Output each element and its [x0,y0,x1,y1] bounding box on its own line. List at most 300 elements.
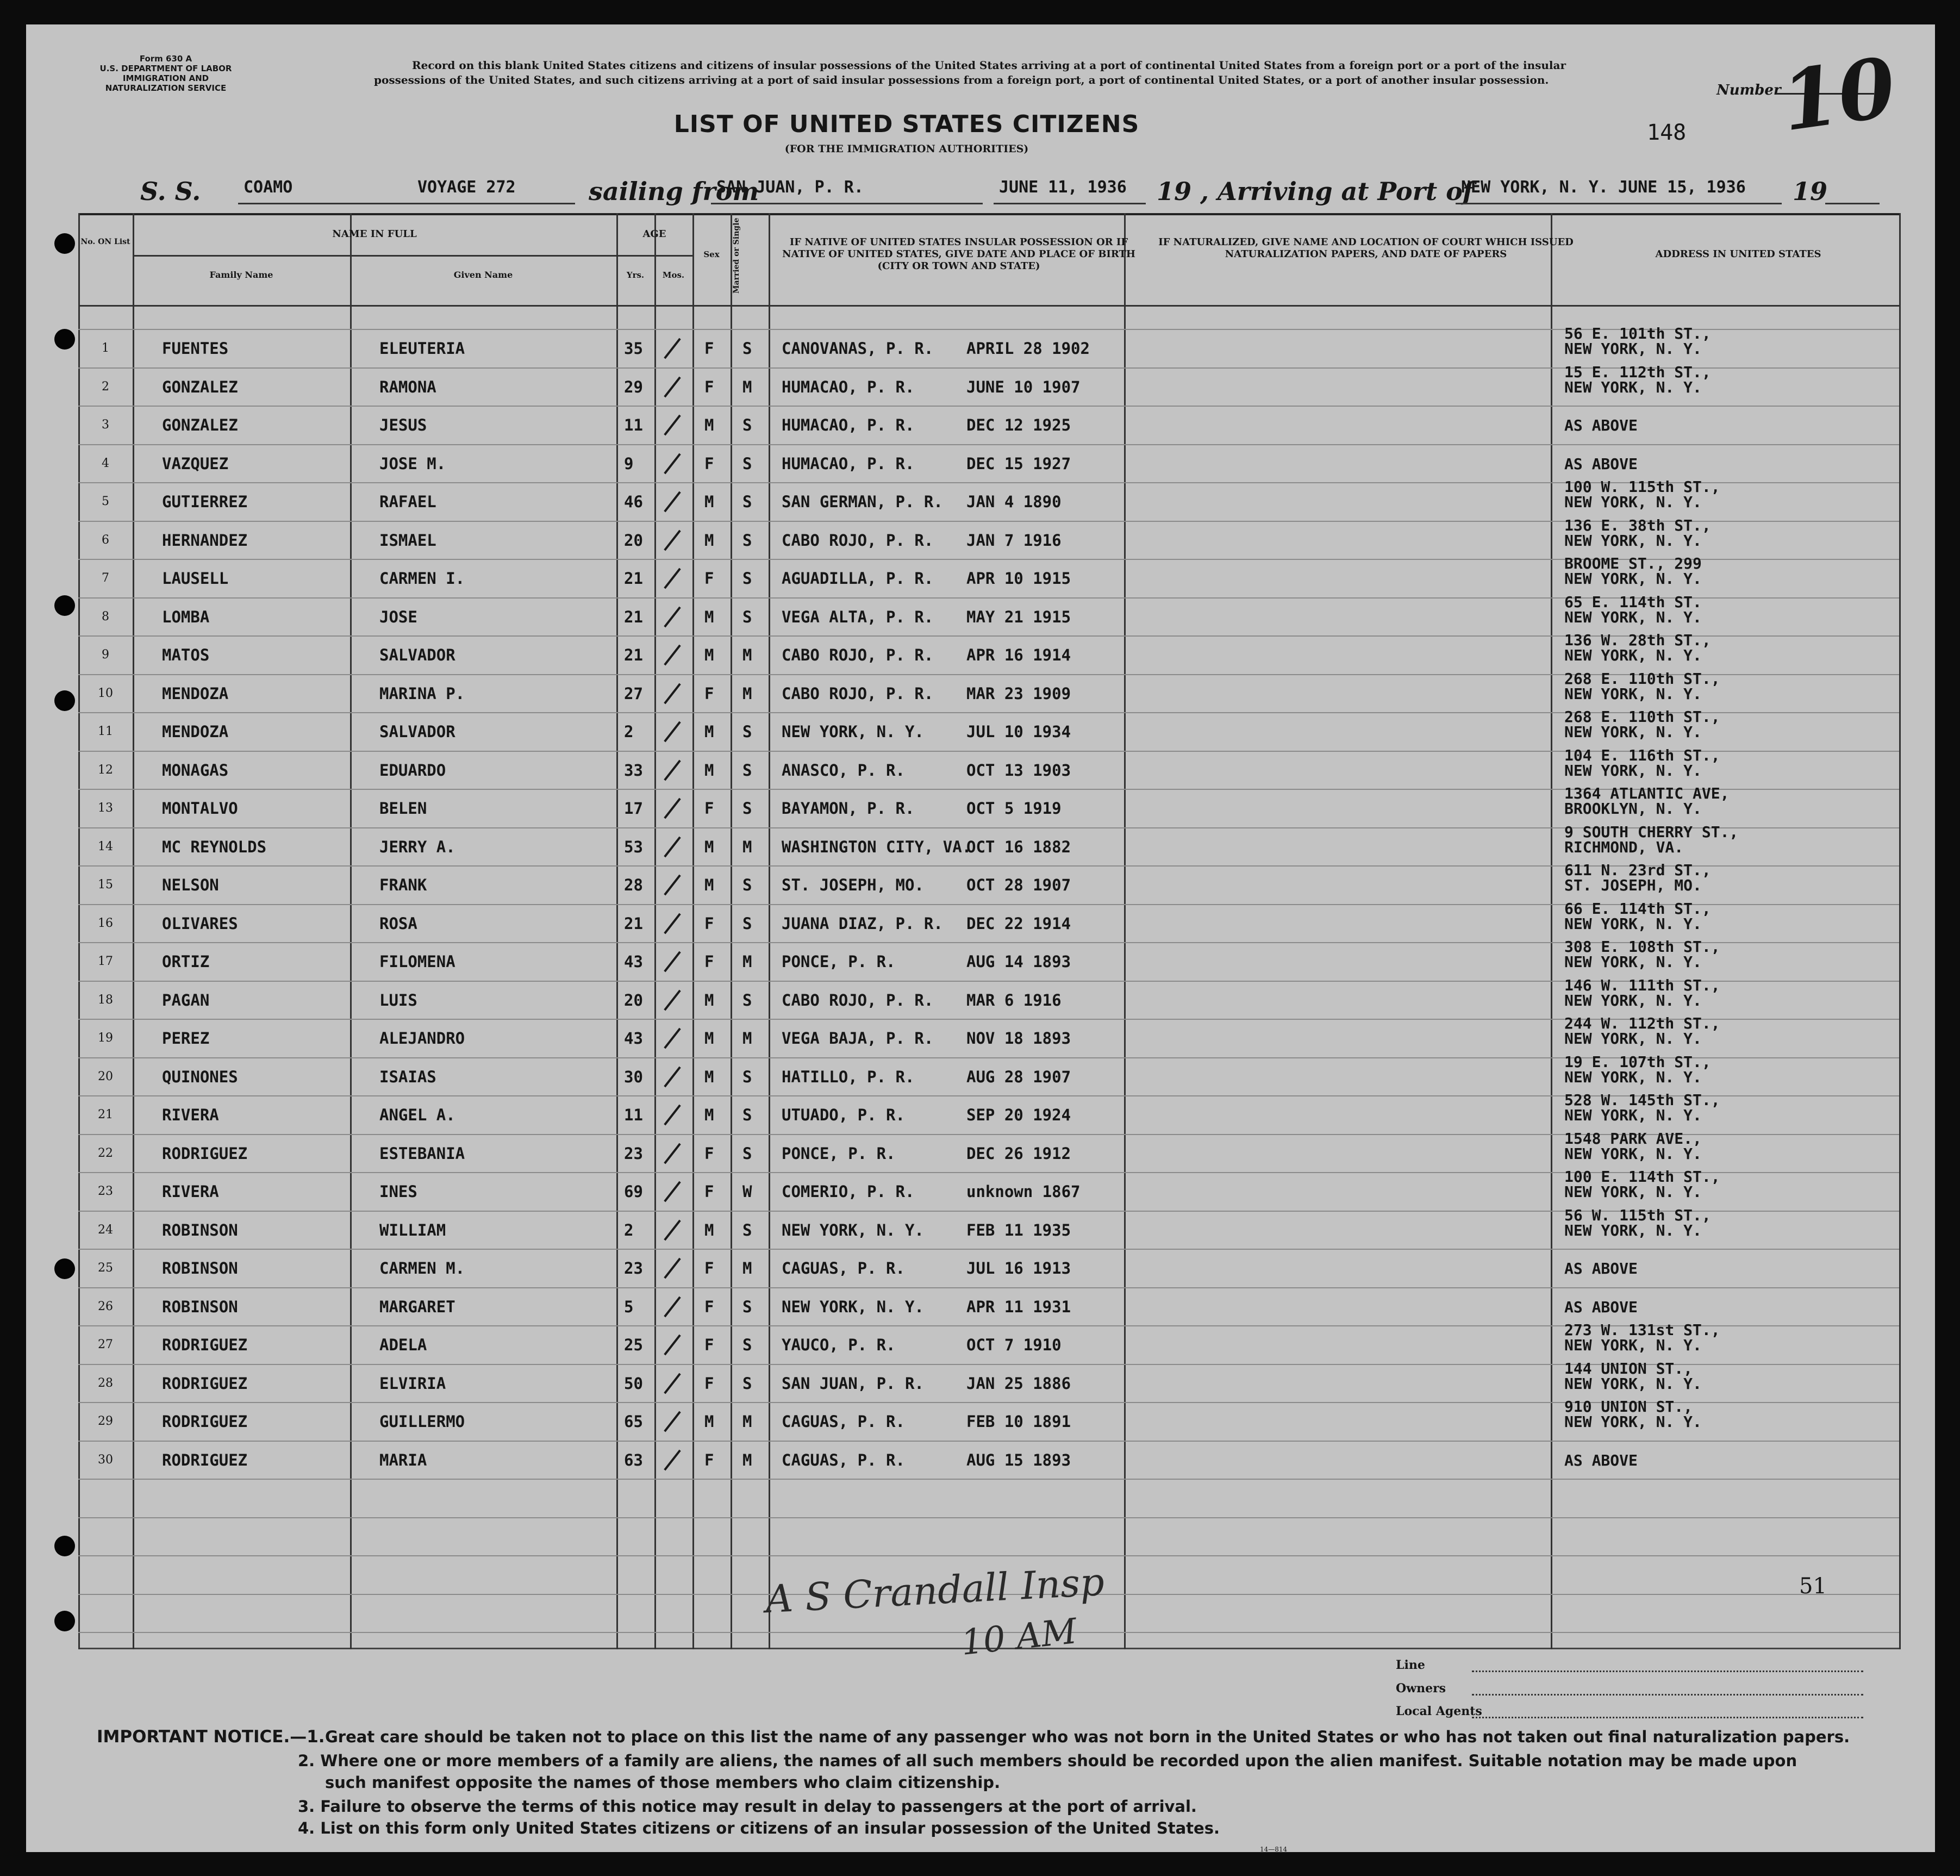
birth-place: HUMACAO, P. R. [782,378,915,396]
sex: F [704,1374,714,1393]
family-name: PEREZ [162,1029,210,1048]
age-years: 35 [624,339,643,358]
marital-status: S [742,1144,752,1163]
family-name: MC REYNOLDS [162,838,267,856]
address-line-1: 144 UNION ST., [1564,1360,1693,1378]
marital-status: S [742,1068,752,1086]
arrival-rule [1456,203,1782,204]
sex: M [704,991,714,1009]
family-name: MONAGAS [162,761,229,780]
birth-place: HUMACAO, P. R. [782,416,915,434]
address-line-2: NEW YORK, N. Y. [1564,1106,1702,1124]
family-name: MENDOZA [162,722,229,741]
row-number: 29 [98,1414,113,1428]
row-number: 6 [102,533,109,547]
header-sex: Sex [703,250,720,259]
given-name: JERRY A. [379,838,455,856]
address-line-2: NEW YORK, N. Y. [1564,723,1702,741]
header-address: ADDRESS IN UNITED STATES [1655,248,1821,260]
birth-date: FEB 11 1935 [966,1221,1071,1239]
sex: F [704,952,714,971]
binding-hole [54,690,75,711]
family-name: VAZQUEZ [162,454,229,473]
birth-date: OCT 13 1903 [966,761,1071,780]
sex: M [704,1106,714,1124]
birth-place: JUANA DIAZ, P. R. [782,914,943,933]
ss-label: S. S. [140,177,201,206]
birth-place: PONCE, P. R. [782,952,896,971]
binding-hole [54,1258,75,1279]
address-line-1: 56 W. 115th ST., [1564,1206,1711,1224]
subheader-rule [133,255,692,257]
marital-status: S [742,608,752,626]
address-line-2: NEW YORK, N. Y. [1564,608,1702,626]
given-name: EDUARDO [379,761,446,780]
address-line-2: NEW YORK, N. Y. [1564,646,1702,664]
age-years: 43 [624,952,643,971]
birth-place: YAUCO, P. R. [782,1336,896,1354]
address-line-2: NEW YORK, N. Y. [1564,762,1702,780]
age-years: 5 [624,1298,634,1316]
birth-date: JAN 7 1916 [966,531,1062,550]
departure-date: JUNE 11, 1936 [999,178,1127,197]
row-rule [78,1517,1899,1518]
number-label: Number [1716,82,1781,98]
age-years: 9 [624,454,634,473]
birth-place: NEW YORK, N. Y. [782,722,924,741]
given-name: JOSE M. [379,454,446,473]
marital-status: S [742,1336,752,1354]
address-line-2: NEW YORK, N. Y. [1564,532,1702,550]
age-years: 43 [624,1029,643,1048]
birth-date: AUG 15 1893 [966,1451,1071,1469]
address-line-2: NEW YORK, N. Y. [1564,378,1702,396]
marital-status: S [742,991,752,1009]
age-years: 30 [624,1068,643,1086]
birth-date: DEC 15 1927 [966,454,1071,473]
address-line-2: NEW YORK, N. Y. [1564,1068,1702,1086]
sex: F [704,684,714,703]
sex: M [704,1412,714,1431]
family-name: ROBINSON [162,1259,238,1277]
address-line-1: 308 E. 108th ST., [1564,938,1720,956]
birth-date: JUL 10 1934 [966,722,1071,741]
marital-status: S [742,761,752,780]
row-rule [78,1479,1899,1480]
address-line-1: 528 W. 145th ST., [1564,1091,1720,1109]
inspector-signature: A S Crandall Insp [764,1559,1106,1622]
sex: F [704,1451,714,1469]
row-number: 12 [98,763,113,777]
form-identifier [76,54,255,93]
sex: F [704,378,714,396]
family-name: FUENTES [162,339,229,358]
address-line-1: 136 E. 38th ST., [1564,516,1711,534]
sex: M [704,876,714,894]
given-name: ISMAEL [379,531,436,550]
family-name: ROBINSON [162,1221,238,1239]
sex: M [704,1029,714,1048]
address-line-2: NEW YORK, N. Y. [1564,685,1702,703]
birth-place: CABO ROJO, P. R. [782,684,934,703]
family-name: RODRIGUEZ [162,1412,248,1431]
address-line-1: 611 N. 23rd ST., [1564,861,1711,879]
given-name: ISAIAS [379,1068,436,1086]
birth-date: JUL 16 1913 [966,1259,1071,1277]
sex: M [704,493,714,511]
age-years: 65 [624,1412,643,1431]
birth-place: SAN GERMAN, P. R. [782,493,943,511]
marital-status: M [742,1029,752,1048]
sex: F [704,339,714,358]
address-line-2: NEW YORK, N. Y. [1564,992,1702,1009]
sailing-label: sailing from [589,177,759,206]
birth-place: PONCE, P. R. [782,1144,896,1163]
column-rule [616,213,618,1649]
address-line-2: NEW YORK, N. Y. [1564,953,1702,971]
address-line-1: 100 E. 114th ST., [1564,1168,1720,1186]
sex: F [704,914,714,933]
marital-status: S [742,531,752,550]
age-years: 69 [624,1182,643,1201]
age-years: 20 [624,531,643,550]
age-years: 29 [624,378,643,396]
row-number: 11 [98,725,113,738]
given-name: FRANK [379,876,427,894]
header-naturalized: IF NATURALIZED, GIVE NAME AND LOCATION OF COURT WHICH ISSUED NATURALIZATION PAPERS, AND DATE OF PAPERS [1158,236,1574,260]
given-name: RAMONA [379,378,436,396]
age-years: 21 [624,646,643,664]
family-name: LOMBA [162,608,210,626]
row-number: 24 [98,1223,113,1237]
header-months: Mos. [662,270,685,280]
given-name: MARINA P. [379,684,465,703]
sex: M [704,646,714,664]
address-line-2: AS ABOVE [1564,416,1638,434]
address-line-1: 1548 PARK AVE., [1564,1130,1702,1148]
birth-place: HATILLO, P. R. [782,1068,915,1086]
notice-lead: IMPORTANT NOTICE.—1. [97,1727,325,1747]
given-name: MARIA [379,1451,427,1469]
birth-date: DEC 26 1912 [966,1144,1071,1163]
header-given-name: Given Name [453,270,513,280]
departure-rule [711,203,983,204]
birth-place: AGUADILLA, P. R. [782,569,934,588]
address-line-2: NEW YORK, N. Y. [1564,1183,1702,1201]
row-number: 9 [102,648,109,662]
local-agents-label: Local Agents [1396,1704,1482,1718]
marital-status: S [742,722,752,741]
column-rule [1551,213,1552,1649]
header-age: AGE [642,228,666,240]
birth-date: MAR 6 1916 [966,991,1062,1009]
address-line-1: 244 W. 112th ST., [1564,1014,1720,1032]
binding-hole [54,595,75,616]
binding-hole [54,1611,75,1631]
column-rule [731,213,732,1649]
family-name: PAGAN [162,991,210,1009]
marital-status: M [742,838,752,856]
address-line-2: NEW YORK, N. Y. [1564,493,1702,511]
address-line-2: ST. JOSEPH, MO. [1564,876,1702,894]
birth-date: unknown 1867 [966,1182,1081,1201]
marital-status: S [742,1374,752,1393]
notice-item-4: 4. List on this form only United States citizens or citizens of an insular possession of the United States. [298,1819,1220,1837]
given-name: ELEUTERIA [379,339,465,358]
given-name: ALEJANDRO [379,1029,465,1048]
family-name: RIVERA [162,1106,219,1124]
local-agents-field [1472,1717,1863,1718]
column-rule [654,213,656,1649]
row-number: 5 [102,495,109,508]
column-rule [350,213,352,1649]
given-name: JESUS [379,416,427,434]
header-family-name: Family Name [209,270,273,280]
family-name: MENDOZA [162,684,229,703]
address-line-1: 268 E. 110th ST., [1564,708,1720,726]
birth-date: OCT 16 1882 [966,838,1071,856]
family-name: HERNANDEZ [162,531,248,550]
birth-place: UTUADO, P. R. [782,1106,905,1124]
sex: F [704,454,714,473]
marital-status: M [742,646,752,664]
age-years: 11 [624,416,643,434]
birth-place: VEGA ALTA, P. R. [782,608,934,626]
birth-place: NEW YORK, N. Y. [782,1298,924,1316]
address-line-1: 104 E. 116th ST., [1564,746,1720,764]
marital-status: M [742,1259,752,1277]
address-line-2: NEW YORK, N. Y. [1564,1336,1702,1354]
age-years: 63 [624,1451,643,1469]
sex: M [704,838,714,856]
column-rule [692,213,694,1649]
birth-date: FEB 10 1891 [966,1412,1071,1431]
row-rule [78,1555,1899,1556]
family-name: LAUSELL [162,569,229,588]
family-name: NELSON [162,876,219,894]
address-line-1: 136 W. 28th ST., [1564,631,1711,649]
address-line-1: 9 SOUTH CHERRY ST., [1564,823,1739,841]
row-number: 15 [98,878,113,892]
given-name: JOSE [379,608,417,626]
sex: M [704,608,714,626]
manifest-sheet [26,24,1935,1852]
row-number: 1 [102,341,109,355]
age-years: 50 [624,1374,643,1393]
date-rule [994,203,1146,204]
row-number: 2 [102,380,109,394]
birth-place: CAGUAS, P. R. [782,1259,905,1277]
row-number: 19 [98,1031,113,1045]
address-line-2: NEW YORK, N. Y. [1564,1145,1702,1163]
ship-name: COAMO [244,178,293,197]
row-number: 18 [98,993,113,1007]
family-name: GONZALEZ [162,378,238,396]
age-years: 53 [624,838,643,856]
family-name: GUTIERREZ [162,493,248,511]
age-years: 21 [624,914,643,933]
birth-date: JUNE 10 1907 [966,378,1081,396]
row-number: 17 [98,955,113,968]
given-name: ESTEBANIA [379,1144,465,1163]
given-name: SALVADOR [379,722,455,741]
given-name: FILOMENA [379,952,455,971]
row-number: 27 [98,1338,113,1351]
family-name: RIVERA [162,1182,219,1201]
row-rule [78,1441,1899,1442]
form-code: 14—814 [1260,1846,1288,1852]
age-years: 21 [624,569,643,588]
marital-status: S [742,1221,752,1239]
birth-date: AUG 28 1907 [966,1068,1071,1086]
page-total: 51 [1799,1574,1827,1599]
row-number: 26 [98,1300,113,1313]
owners-label: Owners [1396,1681,1446,1696]
birth-date: MAR 23 1909 [966,684,1071,703]
given-name: GUILLERMO [379,1412,465,1431]
department-name: U.S. DEPARTMENT OF LABOR [99,64,232,73]
family-name: MATOS [162,646,210,664]
birth-place: CAGUAS, P. R. [782,1412,905,1431]
birth-place: BAYAMON, P. R. [782,799,915,818]
address-line-2: RICHMOND, VA. [1564,838,1684,856]
sex: M [704,416,714,434]
line-label: Line [1396,1658,1425,1672]
marital-status: M [742,684,752,703]
row-number: 28 [98,1376,113,1390]
birth-date: OCT 7 1910 [966,1336,1062,1354]
address-line-1: 268 E. 110th ST., [1564,670,1720,688]
given-name: ROSA [379,914,417,933]
stamp-number: 148 [1647,120,1687,145]
row-number: 10 [98,687,113,700]
family-name: QUINONES [162,1068,238,1086]
age-years: 23 [624,1259,643,1277]
birth-place: VEGA BAJA, P. R. [782,1029,934,1048]
owners-field [1472,1694,1863,1696]
row-number: 7 [102,571,109,585]
header-name-in-full: NAME IN FULL [332,228,417,240]
row-number: 8 [102,610,109,624]
marital-status: M [742,378,752,396]
birth-date: APR 16 1914 [966,646,1071,664]
address-line-1: 100 W. 115th ST., [1564,478,1720,496]
marital-status: M [742,1412,752,1431]
birth-place: CANOVANAS, P. R. [782,339,934,358]
arriving-label: , Arriving at Port of [1200,177,1474,206]
row-number: 4 [102,457,109,470]
marital-status: S [742,569,752,588]
voyage-number: VOYAGE 272 [417,178,516,197]
age-years: 21 [624,608,643,626]
age-years: 11 [624,1106,643,1124]
family-name: ORTIZ [162,952,210,971]
birth-date: JAN 4 1890 [966,493,1062,511]
address-line-2: NEW YORK, N. Y. [1564,1375,1702,1393]
marital-status: S [742,416,752,434]
column-rule [1124,213,1126,1649]
marital-status: S [742,914,752,933]
address-line-1: 56 E. 101th ST., [1564,325,1711,342]
birth-date: JAN 25 1886 [966,1374,1071,1393]
given-name: RAFAEL [379,493,436,511]
row-rule [78,1249,1899,1250]
age-years: 25 [624,1336,643,1354]
sex: M [704,761,714,780]
row-number: 23 [98,1185,113,1198]
column-rule [78,213,80,1649]
service-name-line-2: NATURALIZATION SERVICE [105,83,227,93]
family-name: RODRIGUEZ [162,1144,248,1163]
given-name: LUIS [379,991,417,1009]
address-line-1: 910 UNION ST., [1564,1398,1693,1416]
given-name: CARMEN I. [379,569,465,588]
family-name: RODRIGUEZ [162,1374,248,1393]
birth-place: CABO ROJO, P. R. [782,531,934,550]
voyage-line [26,172,1935,210]
page-subtitle: (FOR THE IMMIGRATION AUTHORITIES) [784,143,1029,155]
binding-hole [54,233,75,254]
service-name-line-1: IMMIGRATION AND [122,73,209,83]
notice-item-2: 2. Where one or more members of a family are aliens, the names of all such members should be recorded upon the alien manifest. Suitable notation may be made upon [298,1752,1797,1770]
sex: M [704,722,714,741]
birth-place: CABO ROJO, P. R. [782,646,934,664]
age-years: 23 [624,1144,643,1163]
row-number: 16 [98,917,113,930]
birth-place: COMERIO, P. R. [782,1182,915,1201]
given-name: SALVADOR [379,646,455,664]
birth-place: ANASCO, P. R. [782,761,905,780]
birth-date: SEP 20 1924 [966,1106,1071,1124]
family-name: GONZALEZ [162,416,238,434]
birth-date: DEC 12 1925 [966,416,1071,434]
age-years: 20 [624,991,643,1009]
header-birth: IF NATIVE OF UNITED STATES INSULAR POSSESSION OR IF NATIVE OF UNITED STATES, GIVE DATE AND PLACE OF BIRTH (CITY OR TOWN AND STATE) [782,236,1135,272]
given-name: ELVIRIA [379,1374,446,1393]
address-line-2: NEW YORK, N. Y. [1564,915,1702,933]
address-line-2: NEW YORK, N. Y. [1564,570,1702,588]
address-line-2: AS ABOVE [1564,455,1638,473]
binding-hole [54,1536,75,1556]
address-line-1: 146 W. 111th ST., [1564,976,1720,994]
sex: M [704,1068,714,1086]
page-title: LIST OF UNITED STATES CITIZENS [673,110,1140,138]
given-name: WILLIAM [379,1221,446,1239]
address-line-1: 15 E. 112th ST., [1564,363,1711,381]
age-years: 17 [624,799,643,818]
row-number: 3 [102,418,109,432]
family-name: OLIVARES [162,914,238,933]
sex: F [704,1144,714,1163]
row-number: 30 [98,1453,113,1467]
birth-date: OCT 5 1919 [966,799,1062,818]
column-rule [133,213,134,1649]
list-number: 10 [1775,39,1901,150]
family-name: MONTALVO [162,799,238,818]
given-name: MARGARET [379,1298,455,1316]
row-number: 20 [98,1070,113,1083]
address-line-1: 66 E. 114th ST., [1564,900,1711,918]
sex: M [704,531,714,550]
notice-item-1: Great care should be taken not to place on this list the name of any passenger who was not born in the United States or who has not taken out final naturalization papers. [325,1728,1850,1746]
birth-place: SAN JUAN, P. R. [782,1374,924,1393]
age-years: 27 [624,684,643,703]
address-line-2: AS ABOVE [1564,1298,1638,1316]
sex: M [704,1221,714,1239]
sex: F [704,799,714,818]
birth-date: APR 10 1915 [966,569,1071,588]
column-rule [1899,213,1901,1649]
